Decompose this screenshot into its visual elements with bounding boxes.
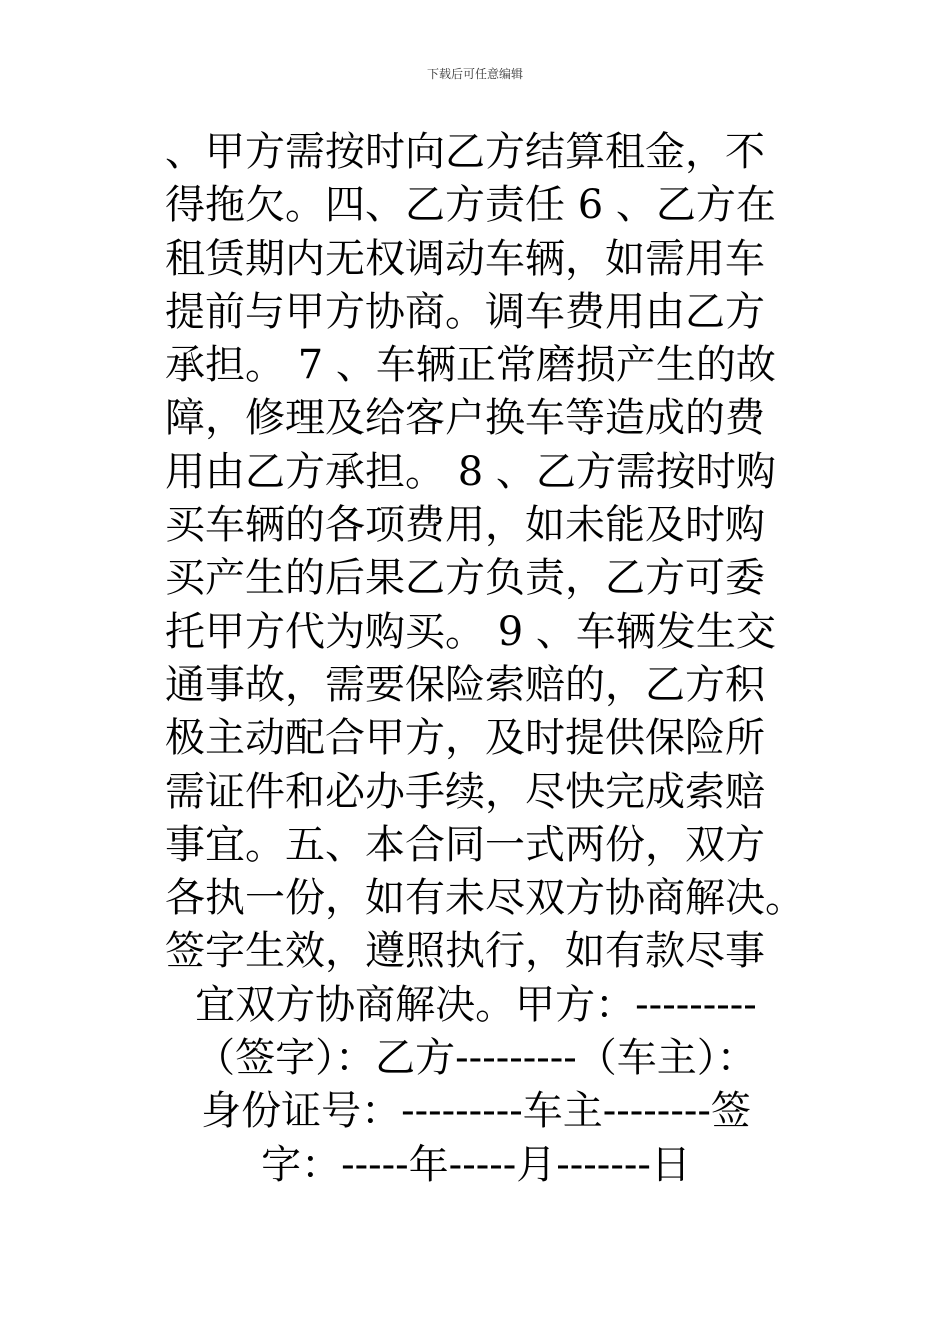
text-line: 宜双方协商解决。甲方：--------- (195, 981, 757, 1028)
text-line: 承担。 7 、车辆正常磨损产生的故 (165, 342, 776, 389)
text-line: 租赁期内无权调动车辆，如需用车 (165, 235, 765, 282)
text-line: 需证件和必办手续，尽快完成索赔 (165, 768, 765, 815)
text-line: 用由乙方承担。 8 、乙方需按时购 (165, 448, 776, 495)
text-line: 托甲方代为购买。 9 、车辆发生交 (165, 608, 776, 655)
text-line: 买产生的后果乙方负责，乙方可委 (165, 555, 765, 602)
document-body (165, 126, 805, 1192)
text-line: 、甲方需按时向乙方结算租金，不 (165, 129, 765, 175)
text-line: 极主动配合甲方，及时提供保险所 (165, 715, 765, 762)
text-line: 字：-----年-----月-------日 (261, 1141, 691, 1188)
text-line: 买车辆的各项费用，如未能及时购 (165, 502, 765, 549)
text-line: 提前与甲方协商。调车费用由乙方 (165, 288, 765, 335)
text-line: 各执一份，如有未尽双方协商解决。 (165, 875, 805, 922)
text-line: 身份证号：---------车主--------签 (201, 1088, 751, 1135)
page-header: 下载后可任意编辑 (426, 67, 523, 81)
text-line: （签字）：乙方---------（车主）： (195, 1035, 757, 1082)
text-line: 事宜。五、本合同一式两份，双方 (165, 821, 765, 868)
text-line: 障，修理及给客户换车等造成的费 (165, 395, 765, 442)
text-line: 签字生效，遵照执行，如有款尽事 (165, 928, 765, 975)
text-line: 得拖欠。四、乙方责任 6 、乙方在 (165, 182, 776, 229)
text-line: 通事故，需要保险索赔的，乙方积 (165, 661, 765, 708)
